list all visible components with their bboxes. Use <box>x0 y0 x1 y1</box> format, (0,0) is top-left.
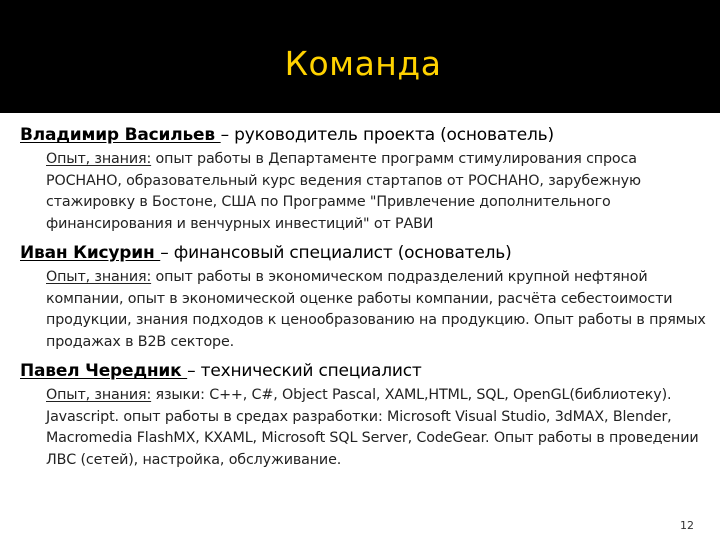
member-name: Иван Кисурин <box>20 243 161 263</box>
team-list <box>20 123 712 477</box>
member-experience <box>46 267 712 353</box>
member-name: Павел Чередник <box>20 361 188 381</box>
title-banner <box>0 0 720 113</box>
member-experience <box>46 385 712 471</box>
member-heading <box>20 241 712 265</box>
member-role: – руководитель проекта (основатель) <box>220 125 554 145</box>
experience-text: языки: C++, C#, Object Pascal, XAML,HTML, SQL, OpenGL(библиотеку). Javascript. опыт работы в средах разработки: Microsoft Visual Studio, 3dMAX, Blender, Macromedia FlashMX, KXAML, Microsoft SQL Server, CodeGear. Опыт работы в проведении ЛВС (сетей), настройка, обслуживание. <box>46 387 699 468</box>
team-member <box>20 241 712 353</box>
member-heading <box>20 123 712 147</box>
experience-label: Опыт, знания: <box>46 387 152 403</box>
experience-text: опыт работы в Департаменте программ стимулирования спроса РОСНАНО, образовательный курс ведения стартапов от РОСНАНО, зарубежную стажировку в Бостоне, США по Программе "Привлечение дополнительного финансирования и венчурных инвестиций" от РАВИ <box>46 151 641 232</box>
team-member <box>20 123 712 235</box>
member-experience <box>46 149 712 235</box>
member-role: – технический специалист <box>187 361 422 381</box>
experience-label: Опыт, знания: <box>46 269 152 285</box>
member-heading <box>20 359 712 383</box>
team-member <box>20 359 712 471</box>
page-number: 12 <box>680 519 694 532</box>
member-name: Владимир Васильев <box>20 125 221 145</box>
slide-title-text: Команда <box>284 44 442 83</box>
experience-label: Опыт, знания: <box>46 151 152 167</box>
slide-title <box>0 40 720 88</box>
member-role: – финансовый специалист (основатель) <box>160 243 512 263</box>
experience-text: опыт работы в экономическом подразделений крупной нефтяной компании, опыт в экономической оценке работы компании, расчёта себестоимости продукции, знания подходов к ценообразованию на продукцию. Опыт работы в прямых продажах в B2B секторе. <box>46 269 706 350</box>
